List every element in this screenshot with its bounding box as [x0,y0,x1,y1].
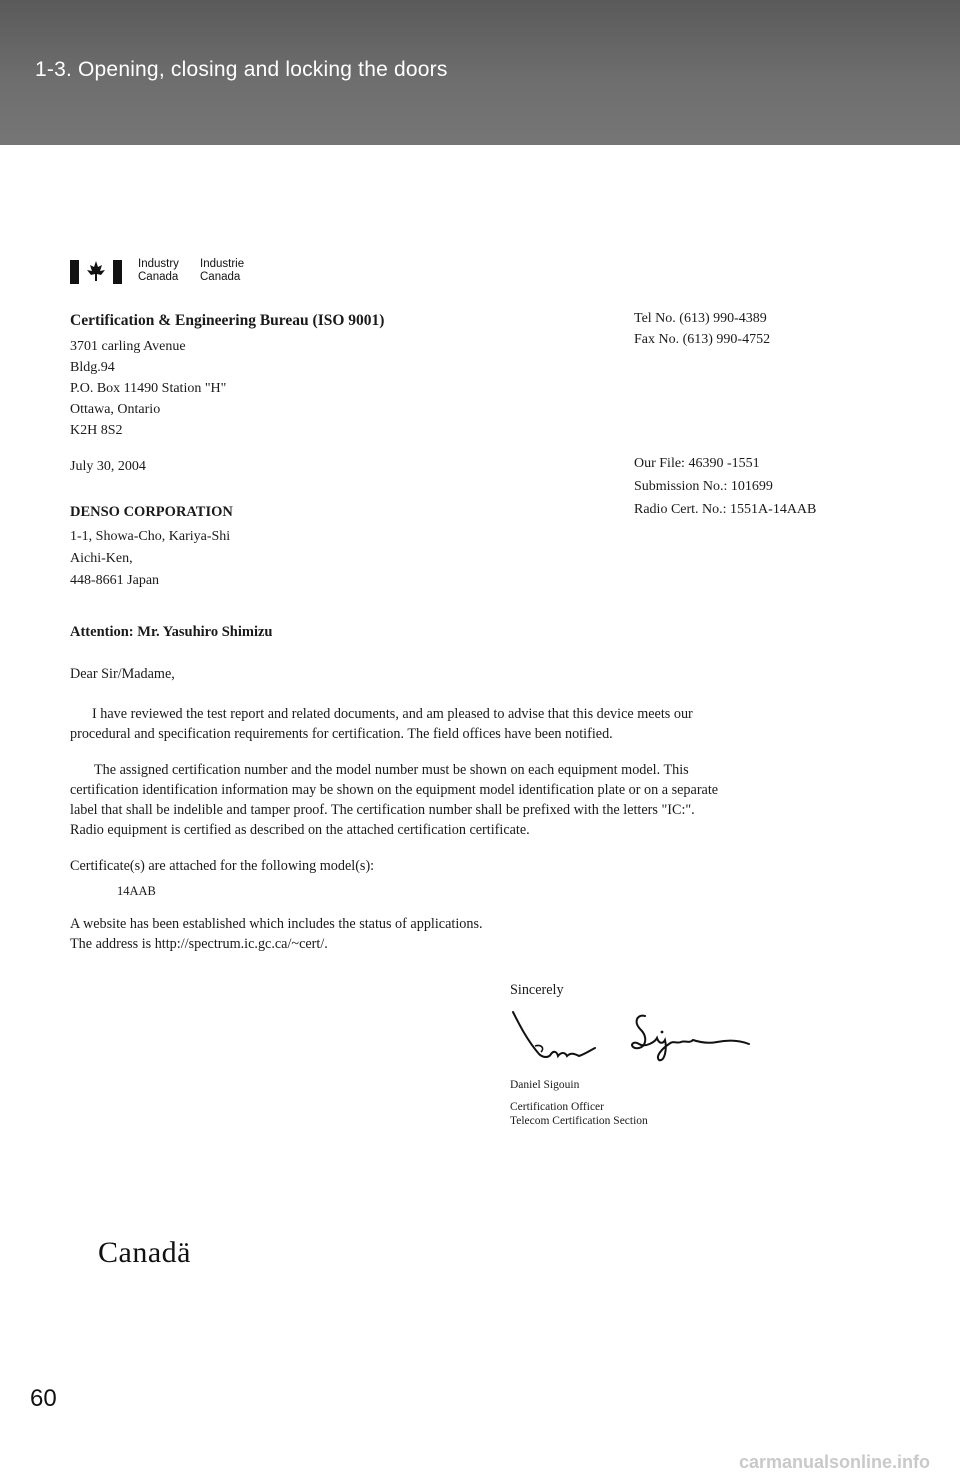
canada-wordmark-logo: Canadä [98,1236,191,1269]
canada-flag-logo-icon [70,258,122,284]
signer-name: Daniel Sigouin [510,1079,580,1091]
logo-text-english: Industry Canada [138,258,179,283]
file-references [634,452,816,521]
salutation: Dear Sir/Madame, [70,666,175,682]
bureau-address: 3701 carling Avenue Bldg.94 P.O. Box 11490 Station "H" Ottawa, Ontario K2H 8S2 [70,339,227,438]
website-watermark: carmanualsonline.info [738,1452,930,1472]
recipient-name: DENSO CORPORATION [70,504,233,520]
models-intro: Certificate(s) are attached for the following model(s): [70,858,375,874]
handwritten-signature [505,1010,755,1070]
bureau-name: Certification & Engineering Bureau (ISO 9001) [70,312,385,329]
closing: Sincerely [510,982,564,998]
attention-line: Attention: Mr. Yasuhiro Shimizu [70,624,273,640]
radio-cert-number: Radio Cert. No.: 1551A-14AAB [634,502,817,517]
tel-number: Tel No. (613) 990-4389 [634,311,767,326]
section-header-band [0,0,960,145]
signer-title: Certification Officer [510,1101,604,1113]
contact-numbers [634,308,770,350]
signer-section: Telecom Certification Section [510,1115,648,1127]
logo-text-french: Industrie Canada [200,258,245,283]
section-title: 1-3. Opening, closing and locking the doors [35,58,448,81]
paragraph-2: The assigned certification number and the model number must be shown on each equipment model. This certification identification information may be shown on the equipment model identification plate or on a separate label that shall be indelible and tamper proof. The certification number shall be prefixed with the letters "IC:". Radio equipment is certified as described on the attached certification certificate. [70,762,719,838]
recipient-address: 1-1, Showa-Cho, Kariya-Shi Aichi-Ken, 448-8661 Japan [70,529,231,588]
model-number: 14AAB [117,884,156,898]
page-number: 60 [30,1385,57,1412]
fax-number: Fax No. (613) 990-4752 [634,332,771,347]
signer-details [510,1100,648,1128]
submission-number: Submission No.: 101699 [634,479,773,494]
paragraph-1: I have reviewed the test report and related documents, and am pleased to advise that this device meets our procedural and specification requirements for certification. The field offices have been notified. [70,706,693,742]
website-note: A website has been established which includes the status of applications. The address is http://spectrum.ic.gc.ca/~cert/. [70,916,483,952]
letter-date: July 30, 2004 [70,459,146,474]
our-file: Our File: 46390 -1551 [634,456,760,471]
